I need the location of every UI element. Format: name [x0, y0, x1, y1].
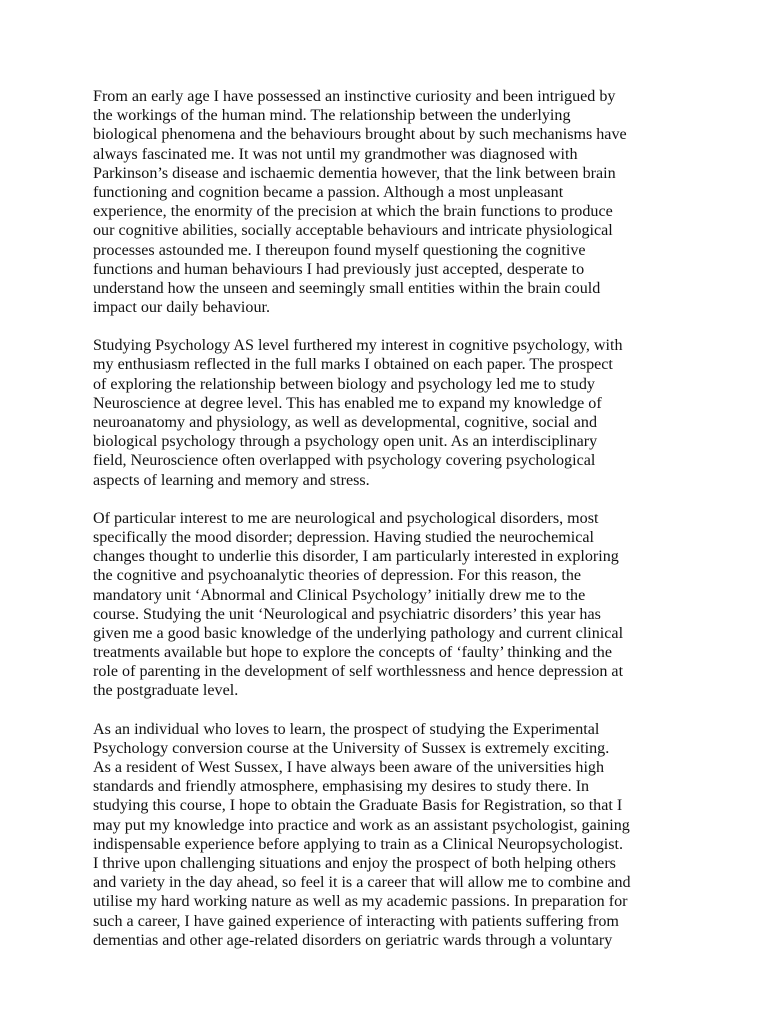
text-line: functioning and cognition became a passion. Although a most unpleasant — [93, 183, 564, 201]
text-line: understand how the unseen and seemingly small entities within the brain could — [93, 279, 601, 297]
text-line: impact our daily behaviour. — [93, 299, 270, 317]
text-line: processes astounded me. I thereupon found myself questioning the cognitive — [93, 241, 586, 259]
text-line: changes thought to underlie this disorder, I am particularly interested in exploring — [93, 548, 619, 566]
text-line: the workings of the human mind. The relationship between the underlying — [93, 107, 571, 125]
text-line: given me a good basic knowledge of the underlying pathology and current clinical — [93, 624, 624, 642]
text-line: Parkinson’s disease and ischaemic dementia however, that the link between brain — [93, 164, 616, 182]
paragraph-3 — [93, 509, 681, 701]
text-line: mandatory unit ‘Abnormal and Clinical Psychology’ initially drew me to the — [93, 586, 586, 604]
text-line: indispensable experience before applying to train as a Clinical Neuropsychologist. — [93, 835, 624, 853]
text-line: aspects of learning and memory and stress. — [93, 471, 370, 489]
text-line: utilise my hard working nature as well as my academic passions. In preparation for — [93, 893, 628, 911]
text-line: may put my knowledge into practice and work as an assistant psychologist, gaining — [93, 816, 630, 834]
text-line: Of particular interest to me are neurological and psychological disorders, most — [93, 509, 599, 527]
text-line: such a career, I have gained experience of interacting with patients suffering from — [93, 912, 619, 930]
text-line: field, Neuroscience often overlapped with psychology covering psychological — [93, 452, 596, 470]
text-line: role of parenting in the development of self worthlessness and hence depression at — [93, 663, 624, 681]
text-line: our cognitive abilities, socially acceptable behaviours and intricate physiological — [93, 222, 613, 240]
text-line: Studying Psychology AS level furthered my interest in cognitive psychology, with — [93, 337, 623, 355]
text-line: As a resident of West Sussex, I have always been aware of the universities high — [93, 759, 605, 776]
text-line: experience, the enormity of the precision at which the brain functions to produce — [93, 203, 613, 221]
text-line: the cognitive and psychoanalytic theories of depression. For this reason, the — [93, 567, 582, 585]
text-line: studying this course, I hope to obtain the Graduate Basis for Registration, so that I — [93, 797, 623, 815]
text-line: biological phenomena and the behaviours brought about by such mechanisms have — [93, 126, 627, 144]
text-line: specifically the mood disorder; depression. Having studied the neurochemical — [93, 528, 594, 546]
text-line: and variety in the day ahead, so feel it is a career that will allow me to combine and — [93, 874, 631, 892]
text-line: dementias and other age-related disorders on geriatric wards through a voluntary — [93, 931, 613, 949]
paragraph-1 — [93, 87, 681, 317]
text-line: my enthusiasm reflected in the full marks I obtained on each paper. The prospect — [93, 356, 613, 374]
text-line: Neuroscience at degree level. This has enabled me to expand my knowledge of — [93, 394, 602, 412]
text-line: course. Studying the unit ‘Neurological and psychiatric disorders’ this year has — [93, 605, 601, 623]
text-line: neuroanatomy and physiology, as well as developmental, cognitive, social and — [93, 414, 597, 431]
text-line: standards and friendly atmosphere, emphasising my desires to study there. In — [93, 778, 590, 796]
text-line: biological psychology through a psychology open unit. As an interdisciplinary — [93, 433, 598, 451]
document-body — [93, 87, 681, 969]
text-line: functions and human behaviours I had previously just accepted, desperate to — [93, 260, 585, 278]
text-line: treatments available but hope to explore the concepts of ‘faulty’ thinking and the — [93, 644, 612, 662]
text-line: I thrive upon challenging situations and enjoy the prospect of both helping others — [93, 854, 616, 872]
text-line: As an individual who loves to learn, the prospect of studying the Experimental — [93, 720, 600, 738]
text-line: of exploring the relationship between biology and psychology led me to study — [93, 375, 595, 393]
text-line: the postgraduate level. — [93, 682, 239, 700]
text-line: From an early age I have possessed an instinctive curiosity and been intrigued by — [93, 88, 616, 105]
paragraph-4 — [93, 720, 681, 950]
paragraph-2 — [93, 336, 681, 490]
text-line: always fascinated me. It was not until my grandmother was diagnosed with — [93, 145, 578, 163]
text-line: Psychology conversion course at the University of Sussex is extremely exciting. — [93, 739, 610, 757]
